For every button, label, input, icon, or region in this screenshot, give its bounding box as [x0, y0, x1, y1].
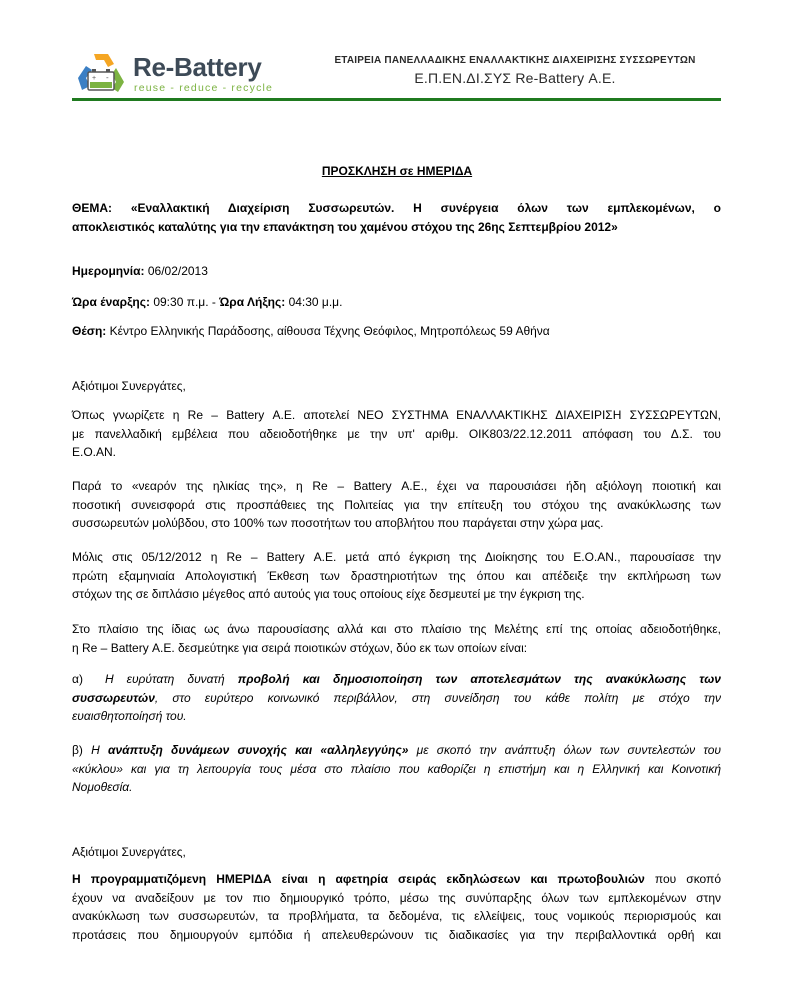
- paragraph: [72, 870, 721, 944]
- paragraph-emphasis: Η προγραμματιζόμενη ΗΜΕΡΙΔΑ είναι η αφετηρία σειράς εκδηλώσεων και πρωτοβουλιών: [72, 872, 645, 886]
- list-item-line: [72, 689, 721, 708]
- logo-wordmark: Re-Battery: [133, 52, 262, 82]
- item-a-text: , στο ευρύτερο κοινωνικό περιβάλλον, στη συνείδηση του κάθε πολίτη με στόχο την: [154, 690, 721, 705]
- svg-text:-: -: [106, 73, 109, 82]
- invitation-title: ΠΡΟΣΚΛΗΣΗ σε ΗΜΕΡΙΔΑ: [321, 164, 473, 178]
- paragraph-line: η Re – Battery Α.Ε. δεσμεύτηκε για σειρά ποιοτικών στόχων, δύο εκ των οποίων είναι:: [72, 640, 528, 655]
- subject-line: αποκλειστικός καταλύτης για την επανάκτηση του χαμένου στόχου της 26ης Σεπτεμβρίου 2012»: [72, 219, 618, 234]
- paragraph-line: Ε.Ο.ΑΝ.: [72, 445, 117, 460]
- list-item-line: ευαισθητοποίησή του.: [72, 709, 187, 724]
- paragraph-line: στόχων της σε διπλάσιο μέγεθος από αυτούς για τους οποίους είχε δεσμευτεί με την έγκριση της.: [72, 587, 585, 602]
- list-item-b: [72, 741, 721, 797]
- item-a-emphasis: συσσωρευτών: [72, 690, 155, 705]
- event-date: [72, 262, 721, 281]
- paragraph: [72, 548, 721, 604]
- list-marker: α): [72, 672, 83, 686]
- paragraph-line: Μόλις στις 05/12/2012 η Re – Battery Α.Ε. μετά από έγκριση της Διοίκησης του Ε.Ο.ΑΝ., παρουσίασε την: [72, 550, 721, 564]
- date-value: 06/02/2013: [144, 264, 208, 278]
- greeting: Αξιότιμοι Συνεργάτες,: [72, 379, 186, 393]
- event-place: [72, 322, 721, 341]
- event-time: [72, 293, 721, 312]
- start-label: Ώρα έναρξης:: [72, 295, 150, 309]
- list-item-line: [72, 670, 721, 689]
- subject: [72, 199, 721, 236]
- list-item-line: «κύκλου» και για τη λειτουργία τους μέσα στο πλαίσιο που καθορίζει η επιστήμη και η Ελληνική και Κοινοτική: [72, 761, 721, 776]
- end-label: Ώρα Λήξης:: [219, 295, 286, 309]
- company-short-name: Ε.Π.ΕΝ.ΔΙ.ΣΥΣ Re-Battery Α.Ε.: [414, 70, 616, 86]
- paragraph-line: συσσωρευτών μολύβδου, στο 100% των ποσοτήτων του αποβλήτου που παράγεται στην χώρα μας.: [72, 516, 604, 531]
- logo-tagline: reuse - reduce - recycle: [134, 82, 274, 94]
- paragraph-line: ποσοτική συνεισφορά στις προσπάθειες της Πολιτείας για την επίτευξη του στόχου της ανακύκλωσης των: [72, 497, 721, 512]
- paragraph: [72, 477, 721, 533]
- paragraph: [72, 620, 721, 657]
- paragraph-line: Παρά το «νεαρόν της ηλικίας της», η Re – Battery Α.Ε., έχει να παρουσιάσει ήδη αξιόλογη ποιοτική και: [72, 479, 721, 493]
- svg-text:+: +: [92, 75, 97, 82]
- paragraph: [72, 406, 721, 462]
- paragraph-line: προτάσεις που δημιουργούν εμπόδια ή απελευθερώνουν τις διαδικασίες για την περιβαλλοντικά ορθή και: [72, 927, 721, 942]
- paragraph-text: που σκοπό: [644, 872, 722, 886]
- paragraph-line: πρώτη εξαμηνιαία Απολογιστική Έκθεση των δραστηριοτήτων της όπου και απέδειξε την εκπλήρωση των: [72, 568, 721, 583]
- list-item-a: [72, 670, 721, 726]
- place-label: Θέση:: [72, 324, 107, 338]
- place-value: Κέντρο Ελληνικής Παράδοσης, αίθουσα Τέχνης Θεόφιλος, Μητροπόλεως 59 Αθήνα: [106, 324, 550, 338]
- paragraph-line: [72, 870, 721, 889]
- item-b-emphasis: ανάπτυξη δυνάμεων συνοχής και «αλληλεγγύης»: [108, 743, 409, 757]
- paragraph-line: με πανελλαδική εμβέλεια που αδειοδοτήθηκε με την υπ' αριθμ. ΟΙΚ803/22.12.2011 απόφαση του Δ.Σ. του: [72, 426, 721, 441]
- item-b-text: με σκοπό την ανάπτυξη όλων των συντελεστών του: [408, 743, 721, 757]
- date-label: Ημερομηνία:: [72, 264, 145, 278]
- list-item-line: [72, 741, 721, 760]
- list-item-line: Νομοθεσία.: [72, 780, 133, 795]
- recycle-battery-logo-icon: [72, 48, 132, 100]
- item-a-emphasis: προβολή και δημοσιοποίηση των αποτελεσμάτων της ανακύκλωσης των: [237, 672, 721, 686]
- header-rule: [72, 98, 721, 101]
- company-full-name: ΕΤΑΙΡΕΙΑ ΠΑΝΕΛΛΑΔΙΚΗΣ ΕΝΑΛΛΑΚΤΙΚΗΣ ΔΙΑΧΕΙΡΙΣΗΣ ΣΥΣΣΩΡΕΥΤΩΝ: [334, 55, 696, 66]
- paragraph-line: Όπως γνωρίζετε η Re – Battery Α.Ε. αποτελεί ΝΕΟ ΣΥΣΤΗΜΑ ΕΝΑΛΛΑΚΤΙΚΗΣ ΔΙΑΧΕΙΡΙΣΗ ΣΥΣΣΩΡΕΥΤΩΝ,: [72, 408, 721, 422]
- end-value: 04:30 μ.μ.: [285, 295, 343, 309]
- list-marker: β): [72, 743, 83, 757]
- paragraph-line: Στο πλαίσιο της ίδιας ως άνω παρουσίασης αλλά και στο πλαίσιο της Μελέτης επί της οποίας αδειοδοτήθηκε,: [72, 622, 721, 636]
- start-value: 09:30 π.μ. -: [150, 295, 220, 309]
- greeting: Αξιότιμοι Συνεργάτες,: [72, 845, 186, 859]
- item-a-text: Η ευρύτατη δυνατή: [104, 672, 238, 686]
- paragraph-line: ανακύκλωση των συσσωρευτών, τα προβλήματα, τα δεδομένα, τις ελλείψεις, τους νομικούς περιορισμούς και: [72, 909, 721, 924]
- item-b-text: Η: [82, 743, 109, 757]
- paragraph-line: έχουν να αναδείξουν με τον πιο δημιουργικό τρόπο, μέσω της συνύπαρξης όλων των εμπλεκομένων στην: [72, 890, 721, 905]
- subject-line: ΘΕΜΑ: «Εναλλακτική Διαχείριση Συσσωρευτών. Η συνέργεια όλων των εμπλεκομένων, ο: [72, 201, 721, 215]
